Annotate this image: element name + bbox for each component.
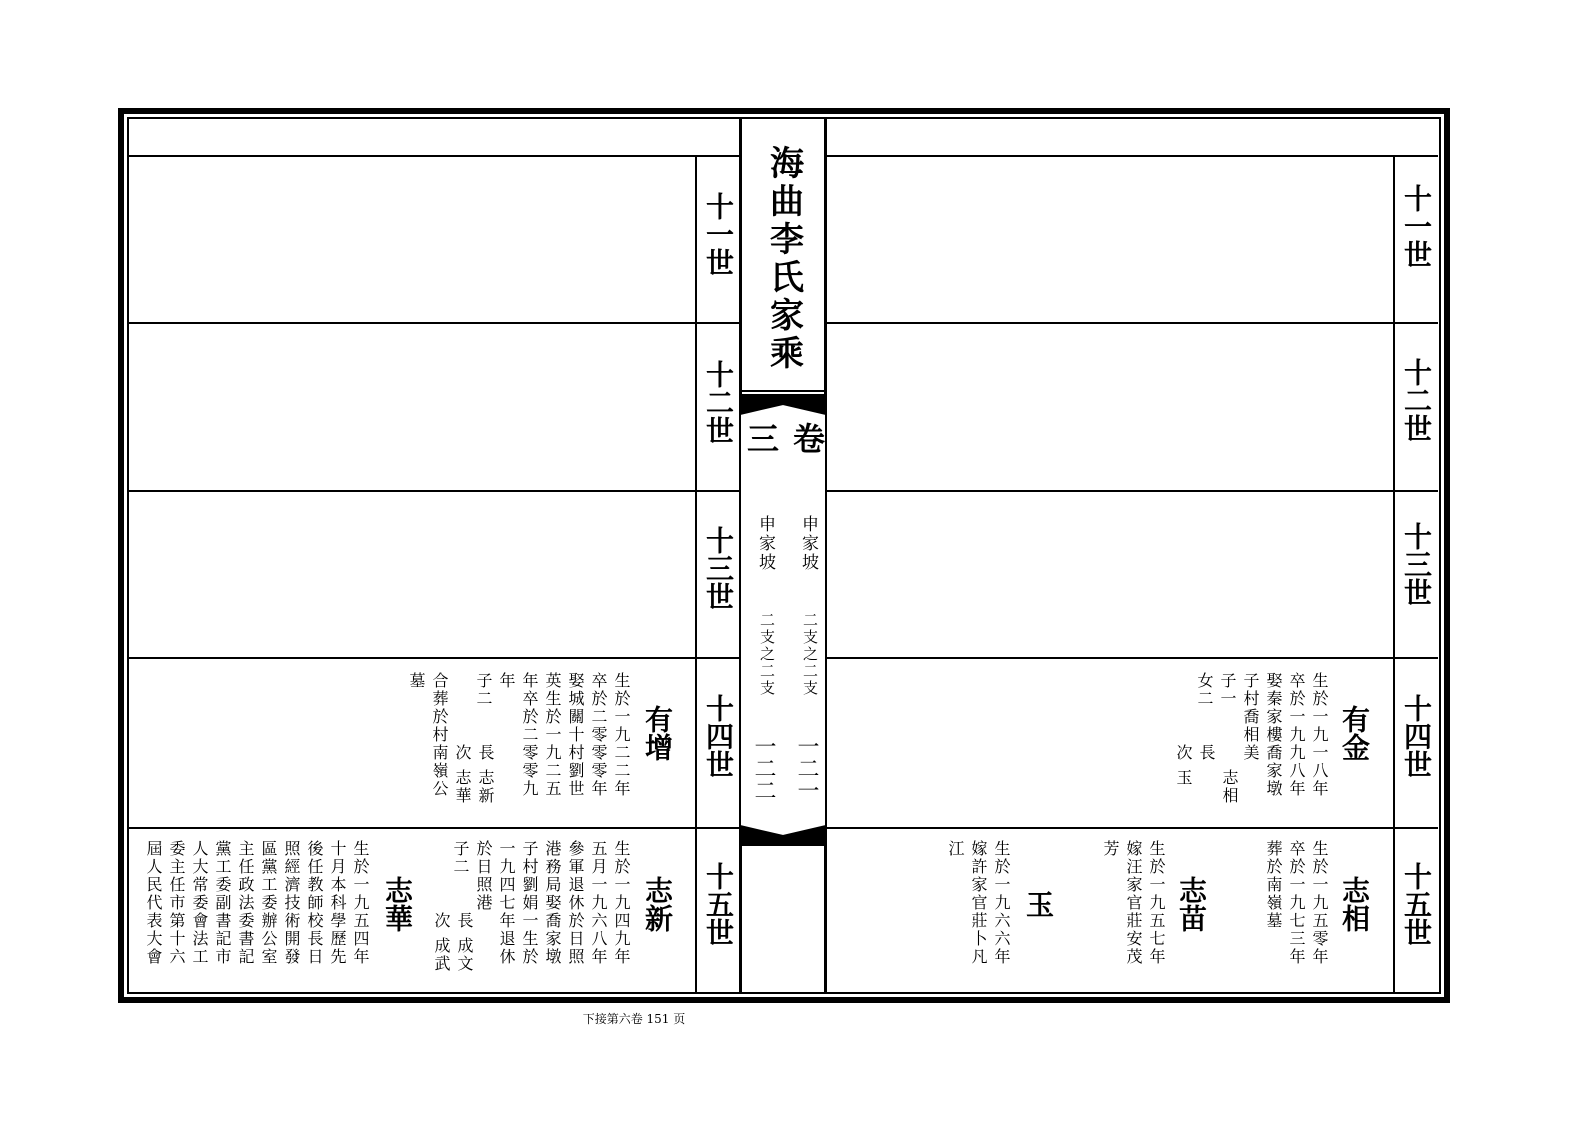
bio-line: 女二 [1195, 672, 1214, 708]
row-line [826, 490, 1438, 492]
bio-line: 娶秦家樓喬家墩 [1264, 672, 1283, 798]
bio-line: 子二 [474, 672, 493, 708]
row-line [128, 490, 740, 492]
bio-line: 芳 [1101, 840, 1120, 858]
son-name: 成文 [455, 937, 474, 973]
bio-line: 英生於一九二五 [543, 672, 562, 798]
gen-label-11: 十一世 [1400, 184, 1433, 268]
gen-label-12: 十二世 [702, 360, 735, 444]
son-name: 志相 [1220, 769, 1239, 805]
bio-line: 卒於一九七三年 [1287, 840, 1306, 966]
bio-line: 屆人民代表大會 [144, 840, 163, 966]
bio-line: 五月一九六八年 [589, 840, 608, 966]
son-name: 玉 [1174, 769, 1193, 787]
row-line [128, 827, 740, 829]
bio-line: 葬於南嶺墓 [1264, 840, 1283, 930]
row-line [128, 155, 740, 157]
row-line [826, 827, 1438, 829]
bio-line: 生於一九五七年 [1147, 840, 1166, 966]
bio-line: 後任教師校長日 [305, 840, 324, 966]
bio-line: 江 [946, 840, 965, 858]
bio-line: 子一 [1218, 672, 1237, 708]
person-name-zhixin: 志新 [641, 876, 674, 932]
volume-label: 卷三 [742, 422, 826, 454]
gen-column-line [695, 155, 697, 993]
gen-label-14: 十四世 [1400, 694, 1433, 778]
bio-line: 區黨工委辦公室 [259, 840, 278, 966]
row-line [826, 322, 1438, 324]
gen-label-13: 十三世 [702, 526, 735, 610]
bio-line: 子村劉娟一生於 [520, 840, 539, 966]
spine-branch-left: 申家坡 [755, 515, 775, 572]
bio-line: 嫁汪家官莊安茂 [1124, 840, 1143, 966]
bio-line: 卒於二零零零年 [589, 672, 608, 798]
person-name-zhixiang: 志相 [1338, 876, 1371, 932]
person-name-zhimiao: 志苗 [1175, 876, 1208, 932]
bio-line: 娶城關十村劉世 [566, 672, 585, 798]
bio-line: 年 [497, 672, 516, 690]
bio-line: 子村喬相美 [1241, 672, 1260, 762]
person-name-youjin: 有金 [1338, 705, 1371, 761]
son-name: 志華 [453, 769, 472, 805]
gen-label-13: 十三世 [1400, 522, 1433, 606]
gen-label-11: 十一世 [702, 192, 735, 276]
row-line [128, 322, 740, 324]
son-name: 成武 [432, 937, 451, 973]
bio-line: 參軍退休於日照 [566, 840, 585, 966]
bio-line: 年卒於二零零九 [520, 672, 539, 798]
bio-line: 於日照港 [474, 840, 493, 912]
spine-branch-right: 申家坡 [798, 515, 818, 572]
son-order: 長 [476, 744, 495, 762]
bio-line: 委主任市第十六 [167, 840, 186, 966]
bio-line: 生於一九二二年 [612, 672, 631, 798]
bio-line: 嫁許家官莊卜凡 [969, 840, 988, 966]
row-line [826, 155, 1438, 157]
bio-line: 卒於一九九八年 [1287, 672, 1306, 798]
burial-line: 墓 [407, 672, 426, 690]
gen-column-line [1393, 155, 1395, 993]
page-number-right: 一二一 [794, 735, 819, 801]
spine-title: 海曲李氏家乘 [763, 145, 804, 373]
row-line [128, 657, 740, 659]
bio-line: 照經濟技術開發 [282, 840, 301, 966]
page-number-left: 一二二 [751, 735, 776, 801]
bio-line: 主任政法委書記 [236, 840, 255, 966]
bio-line: 生於一九五四年 [351, 840, 370, 966]
person-name-yu: 玉 [1022, 890, 1055, 918]
bio-line: 黨工委副書記市 [213, 840, 232, 966]
person-name-youzeng: 有增 [641, 705, 674, 761]
gen-label-14: 十四世 [702, 694, 735, 778]
son-order: 次 [453, 744, 472, 762]
gen-label-15: 十五世 [702, 862, 735, 946]
bio-line: 生於一九六六年 [992, 840, 1011, 966]
bio-line: 一九四七年退休 [497, 840, 516, 966]
gen-label-12: 十二世 [1400, 358, 1433, 442]
son-order: 長 [1197, 744, 1216, 762]
son-order: 次 [1174, 744, 1193, 762]
son-name: 志新 [476, 769, 495, 805]
spine-line [740, 390, 826, 392]
bio-line: 子二 [451, 840, 470, 876]
bio-line: 港務局娶喬家墩 [543, 840, 562, 966]
page-footer: 下接第六卷 151 页 [582, 1012, 686, 1026]
bio-line: 生於一九四九年 [612, 840, 631, 966]
bio-line: 生於一九五零年 [1310, 840, 1329, 966]
son-order: 次 [432, 912, 451, 930]
bio-line: 十月本科學歷先 [328, 840, 347, 966]
person-name-zhihua: 志華 [381, 876, 414, 932]
bio-line: 人大常委會法工 [190, 840, 209, 966]
bio-line: 生於一九一八年 [1310, 672, 1329, 798]
son-order: 長 [455, 912, 474, 930]
gen-label-15: 十五世 [1400, 862, 1433, 946]
burial-line: 合葬於村南嶺公 [430, 672, 449, 798]
row-line [826, 657, 1438, 659]
spine-sub-right: 二支之二支 [801, 612, 819, 697]
spine-sub-left: 二支之二支 [758, 612, 776, 697]
